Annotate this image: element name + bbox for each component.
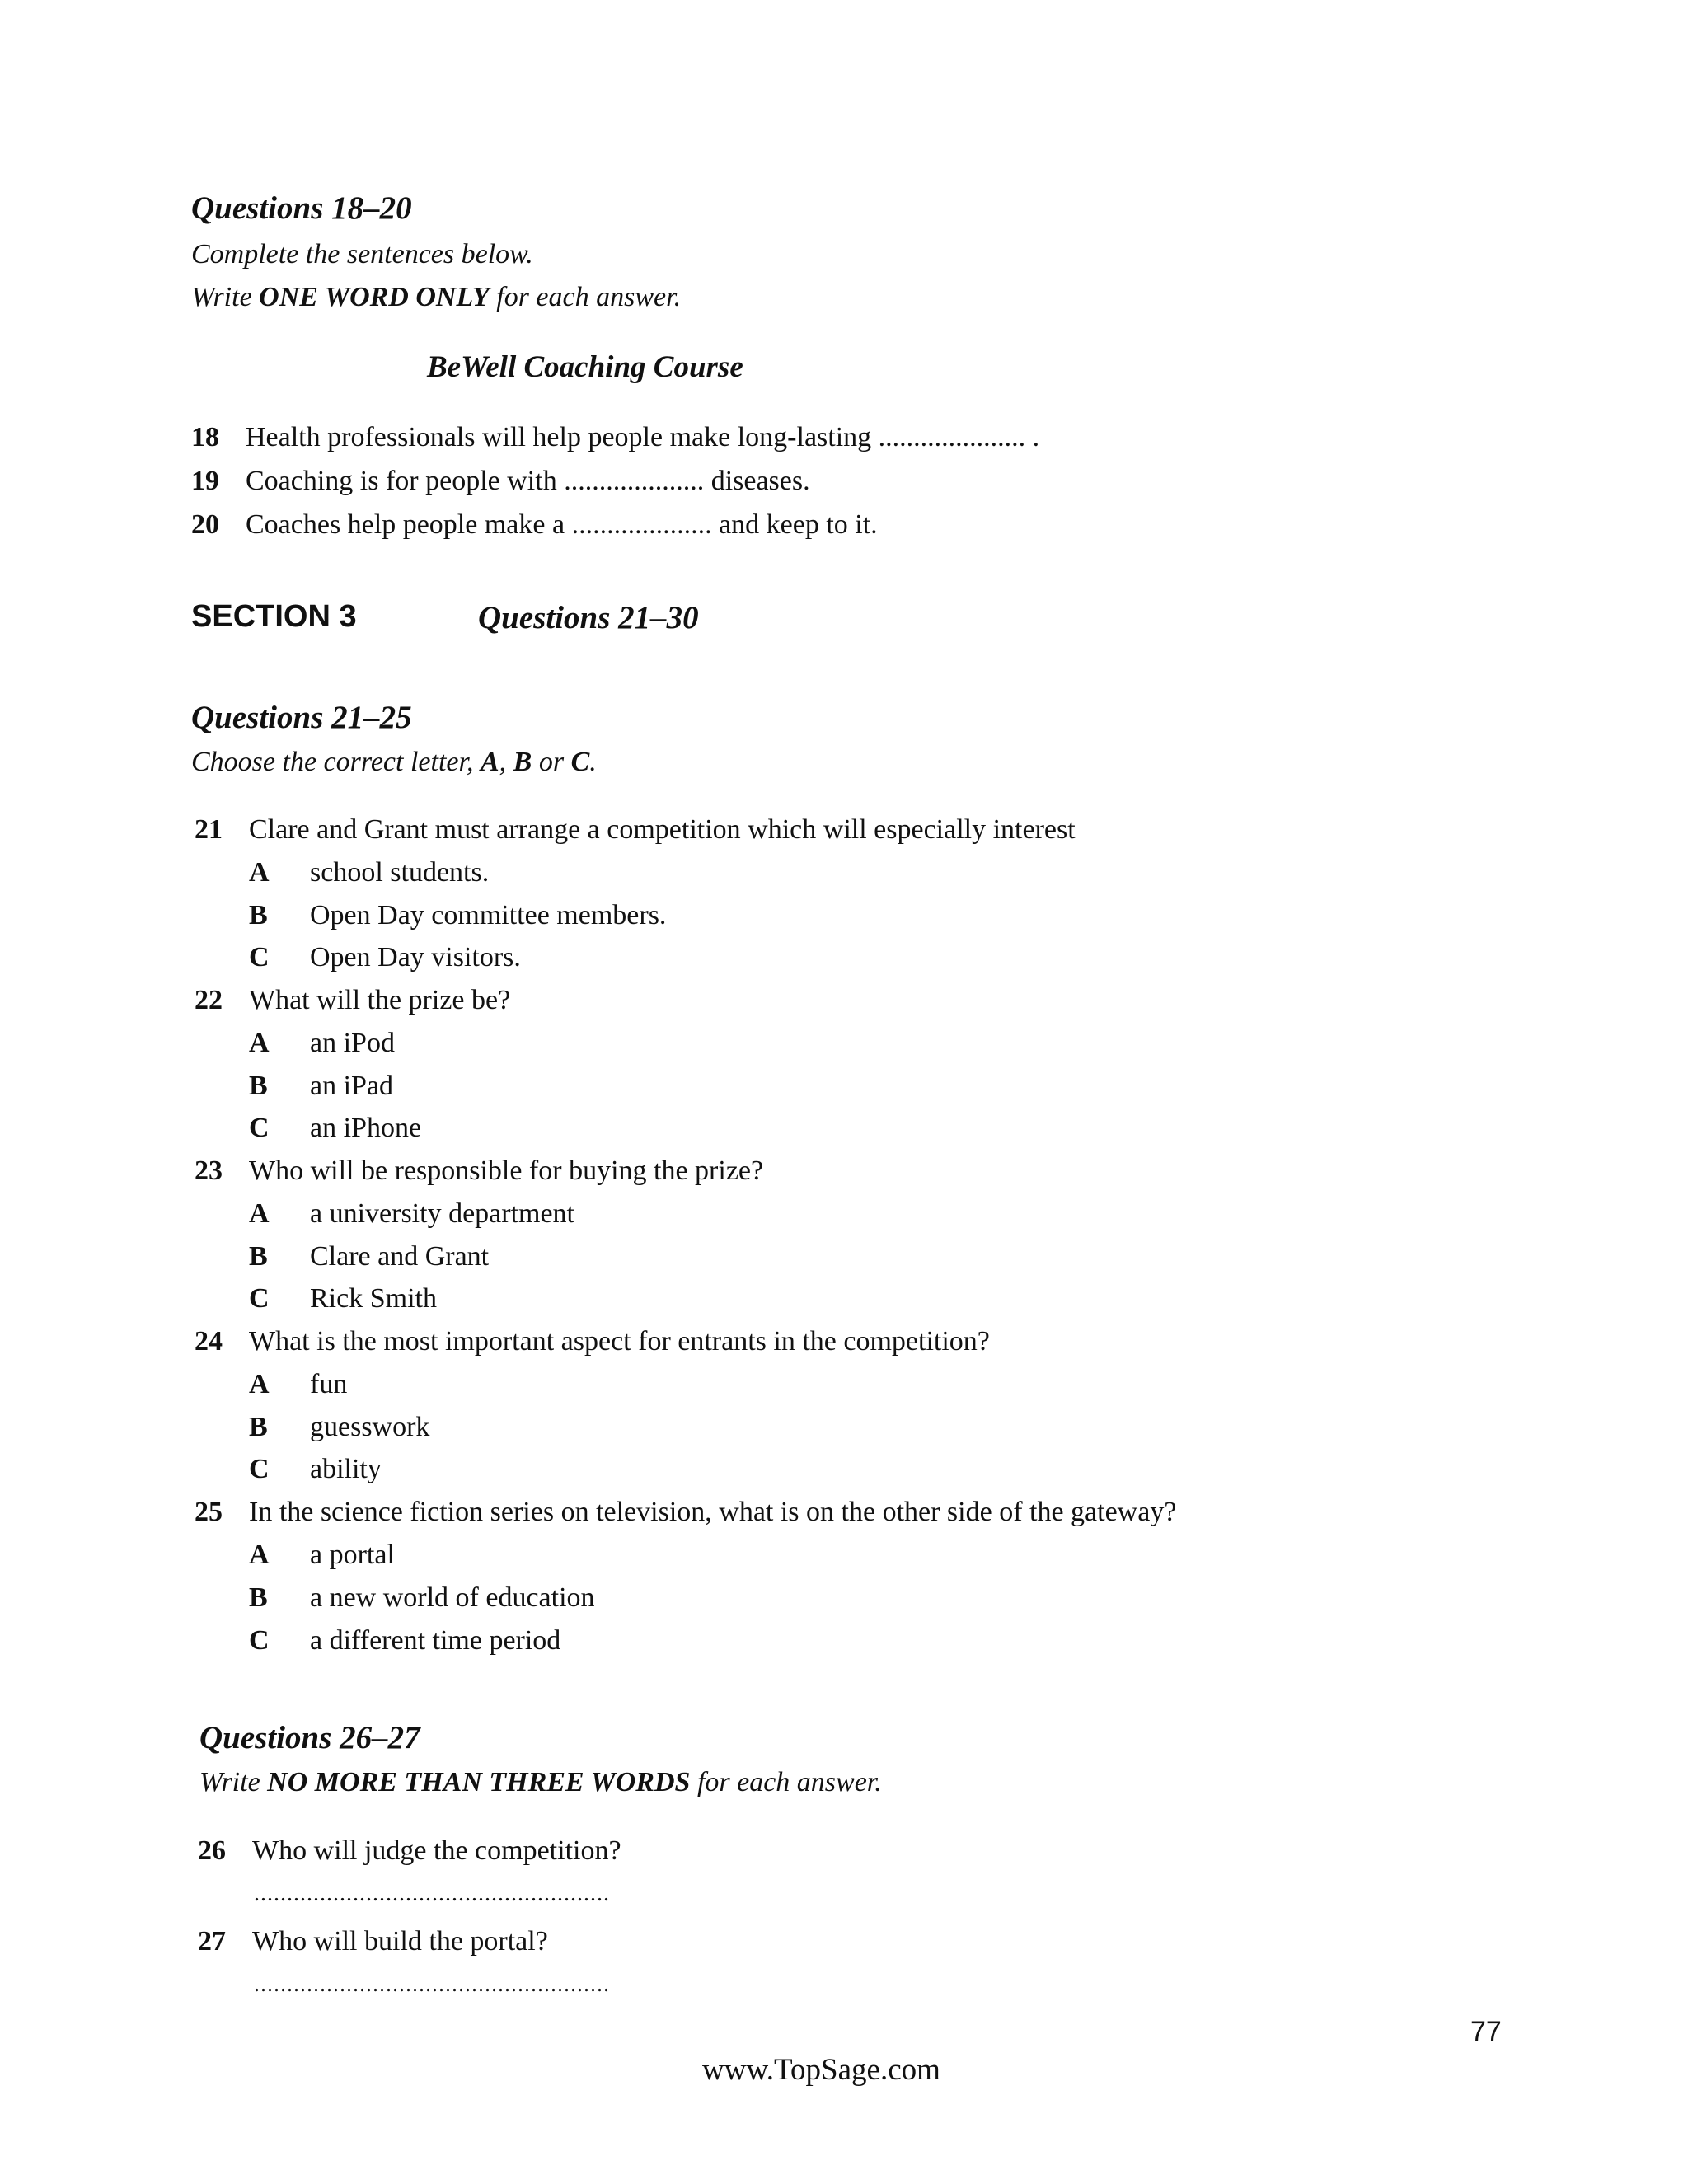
question-21: 21 Clare and Grant must arrange a competition which will especially interest [195, 814, 1076, 845]
question-18: 18 Health professionals will help people make long-lasting ..................... . [191, 422, 1040, 452]
question-25-option-c: C a different time period [249, 1625, 561, 1656]
questions-18-20-heading: Questions 18–20 [191, 190, 412, 226]
question-23-option-a: A a university department [249, 1198, 575, 1229]
questions-21-25-instruction: Choose the correct letter, A, B or C. [191, 747, 597, 777]
question-27-answer-line[interactable]: ...................................................... [254, 1971, 610, 1997]
section-3-label: SECTION 3 [191, 599, 357, 634]
question-22-option-c: C an iPhone [249, 1113, 422, 1143]
section-3-questions: Questions 21–30 [478, 600, 699, 635]
question-22-option-b: B an iPad [249, 1071, 394, 1101]
question-24-option-a: A fun [249, 1369, 348, 1399]
question-26: 26 Who will judge the competition? [198, 1835, 621, 1866]
question-26-answer-line[interactable]: ...................................................... [254, 1881, 610, 1906]
question-23-option-c: C Rick Smith [249, 1283, 437, 1314]
course-title: BeWell Coaching Course [427, 350, 743, 384]
question-23: 23 Who will be responsible for buying the prize? [195, 1155, 764, 1186]
questions-21-25-heading: Questions 21–25 [191, 700, 412, 735]
question-20: 20 Coaches help people make a .................... and keep to it. [191, 509, 878, 540]
questions-26-27-instruction: Write NO MORE THAN THREE WORDS for each answer. [199, 1767, 882, 1797]
question-22-option-a: A an iPod [249, 1028, 395, 1058]
question-21-option-c: C Open Day visitors. [249, 942, 521, 972]
question-21-option-a: A school students. [249, 857, 490, 888]
question-24-option-c: C ability [249, 1454, 382, 1484]
questions-18-20-instruction-2: Write ONE WORD ONLY for each answer. [191, 282, 682, 312]
question-25: 25 In the science fiction series on television, what is on the other side of the gateway? [195, 1497, 1177, 1527]
questions-26-27-heading: Questions 26–27 [199, 1720, 420, 1755]
question-22: 22 What will the prize be? [195, 985, 511, 1015]
question-19: 19 Coaching is for people with .................... diseases. [191, 466, 810, 496]
question-24-option-b: B guesswork [249, 1412, 430, 1442]
question-27: 27 Who will build the portal? [198, 1926, 548, 1957]
question-25-option-b: B a new world of education [249, 1582, 595, 1613]
question-25-option-a: A a portal [249, 1540, 395, 1570]
questions-18-20-instruction-1: Complete the sentences below. [191, 239, 533, 269]
question-24: 24 What is the most important aspect for entrants in the competition? [195, 1326, 990, 1357]
footer-url[interactable]: www.TopSage.com [702, 2053, 940, 2087]
question-23-option-b: B Clare and Grant [249, 1241, 490, 1272]
question-21-option-b: B Open Day committee members. [249, 900, 667, 930]
page-number: 77 [1470, 2016, 1502, 2047]
